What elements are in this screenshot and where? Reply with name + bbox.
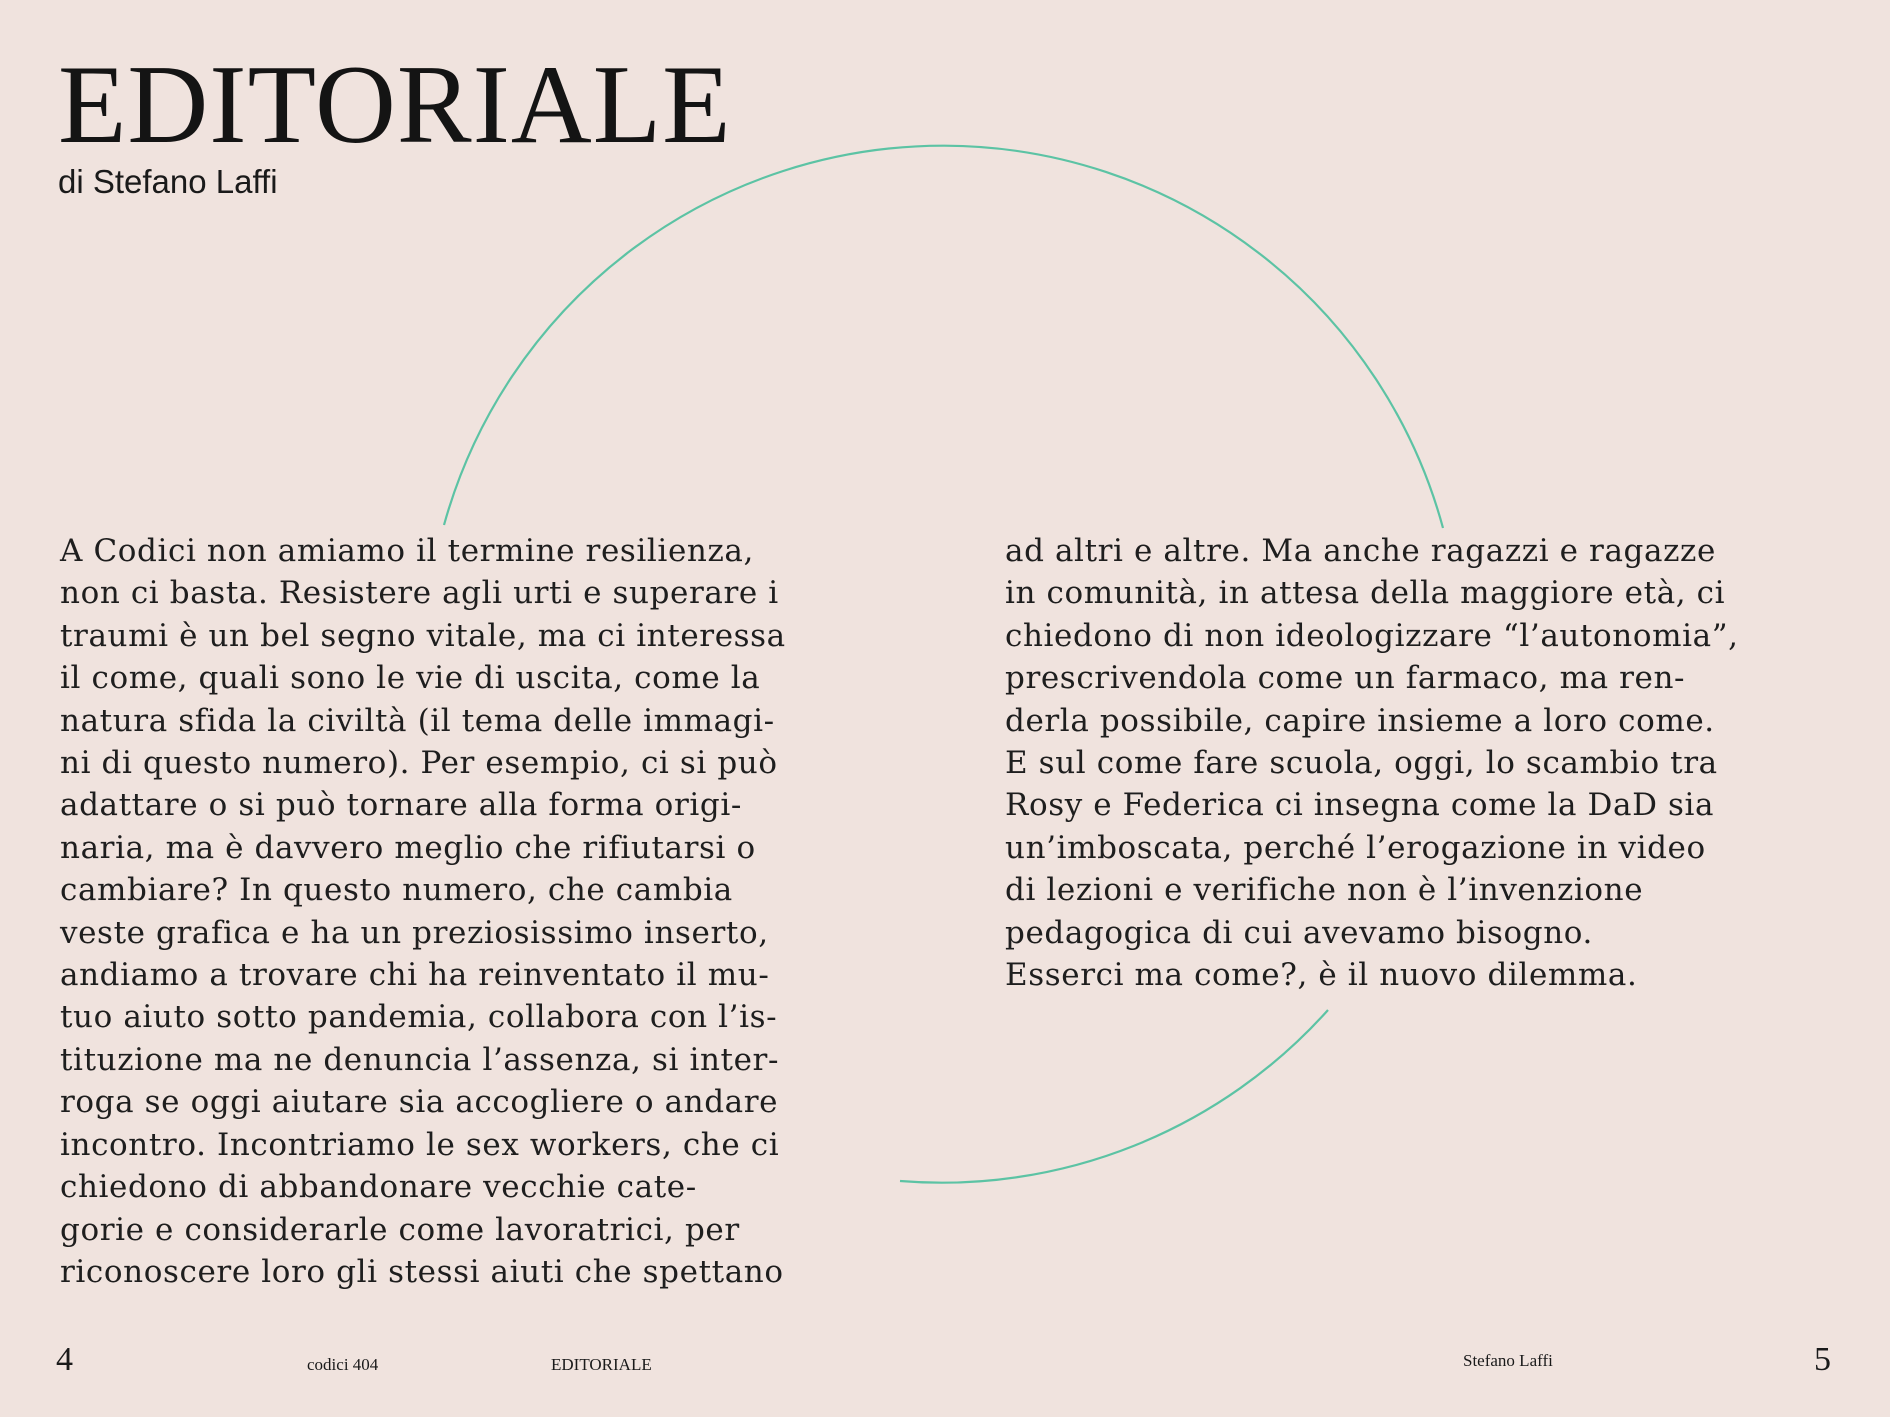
- page-title: EDITORIALE: [58, 43, 732, 167]
- text-line: in comunità, in attesa della maggiore età, ci: [1005, 575, 1726, 612]
- page-number-right: 5: [1814, 1341, 1831, 1378]
- text-line: il come, quali sono le vie di uscita, come la: [60, 660, 761, 697]
- text-line: chiedono di abbandonare vecchie cate-: [60, 1169, 697, 1206]
- text-line: di lezioni e verifiche non è l’invenzione: [1005, 872, 1644, 909]
- text-line: adattare o si può tornare alla forma origi-: [60, 787, 742, 824]
- text-line: Rosy e Federica ci insegna come la DaD sia: [1005, 787, 1715, 824]
- text-line: gorie e considerarle come lavoratrici, per: [60, 1211, 740, 1248]
- text-line: riconoscere loro gli stessi aiuti che spettano: [60, 1253, 784, 1290]
- arc-upper-segment: [444, 146, 1443, 528]
- page-number-left: 4: [56, 1341, 73, 1378]
- text-line: tituzione ma ne denuncia l’assenza, si inter-: [60, 1041, 780, 1078]
- running-footer-author: Stefano Laffi: [1463, 1351, 1553, 1370]
- text-line: non ci basta. Resistere agli urti e superare i: [60, 575, 779, 612]
- text-line: ad altri e altre. Ma anche ragazzi e ragazze: [1005, 533, 1716, 569]
- text-line: traumi è un bel segno vitale, ma ci interessa: [60, 617, 786, 654]
- article-column-left: [60, 530, 786, 1293]
- text-line: Esserci ma come?, è il nuovo dilemma.: [1005, 957, 1638, 994]
- text-line: incontro. Incontriamo le sex workers, che ci: [60, 1126, 780, 1163]
- text-line: andiamo a trovare chi ha reinventato il mu-: [60, 957, 770, 994]
- text-line: prescrivendola come un farmaco, ma ren-: [1005, 660, 1686, 697]
- arc-lower-segment: [900, 1010, 1328, 1183]
- text-line: tuo aiuto sotto pandemia, collabora con l’is-: [60, 999, 778, 1036]
- text-line: veste grafica e ha un preziosissimo inserto,: [60, 914, 769, 951]
- text-line: ni di questo numero). Per esempio, ci si può: [60, 745, 778, 782]
- running-footer-section: EDITORIALE: [551, 1355, 652, 1374]
- text-line: naria, ma è davvero meglio che rifiutarsi o: [60, 829, 756, 866]
- text-line: pedagogica di cui avevamo bisogno.: [1005, 914, 1593, 951]
- text-line: roga se oggi aiutare sia accogliere o andare: [60, 1084, 779, 1121]
- text-line: un’imboscata, perché l’erogazione in video: [1005, 829, 1706, 866]
- text-line: cambiare? In questo numero, che cambia: [60, 872, 733, 909]
- text-line: natura sfida la civiltà (il tema delle immagi-: [60, 702, 775, 739]
- text-line: E sul come fare scuola, oggi, lo scambio tra: [1005, 745, 1718, 782]
- text-line: derla possibile, capire insieme a loro come.: [1005, 702, 1715, 739]
- running-footer-magazine: codici 404: [307, 1355, 379, 1374]
- author-byline: di Stefano Laffi: [58, 163, 278, 200]
- text-line: chiedono di non ideologizzare “l’autonomia”,: [1005, 617, 1739, 654]
- article-column-right: [1005, 530, 1739, 996]
- text-line: A Codici non amiamo il termine resilienza,: [60, 533, 754, 569]
